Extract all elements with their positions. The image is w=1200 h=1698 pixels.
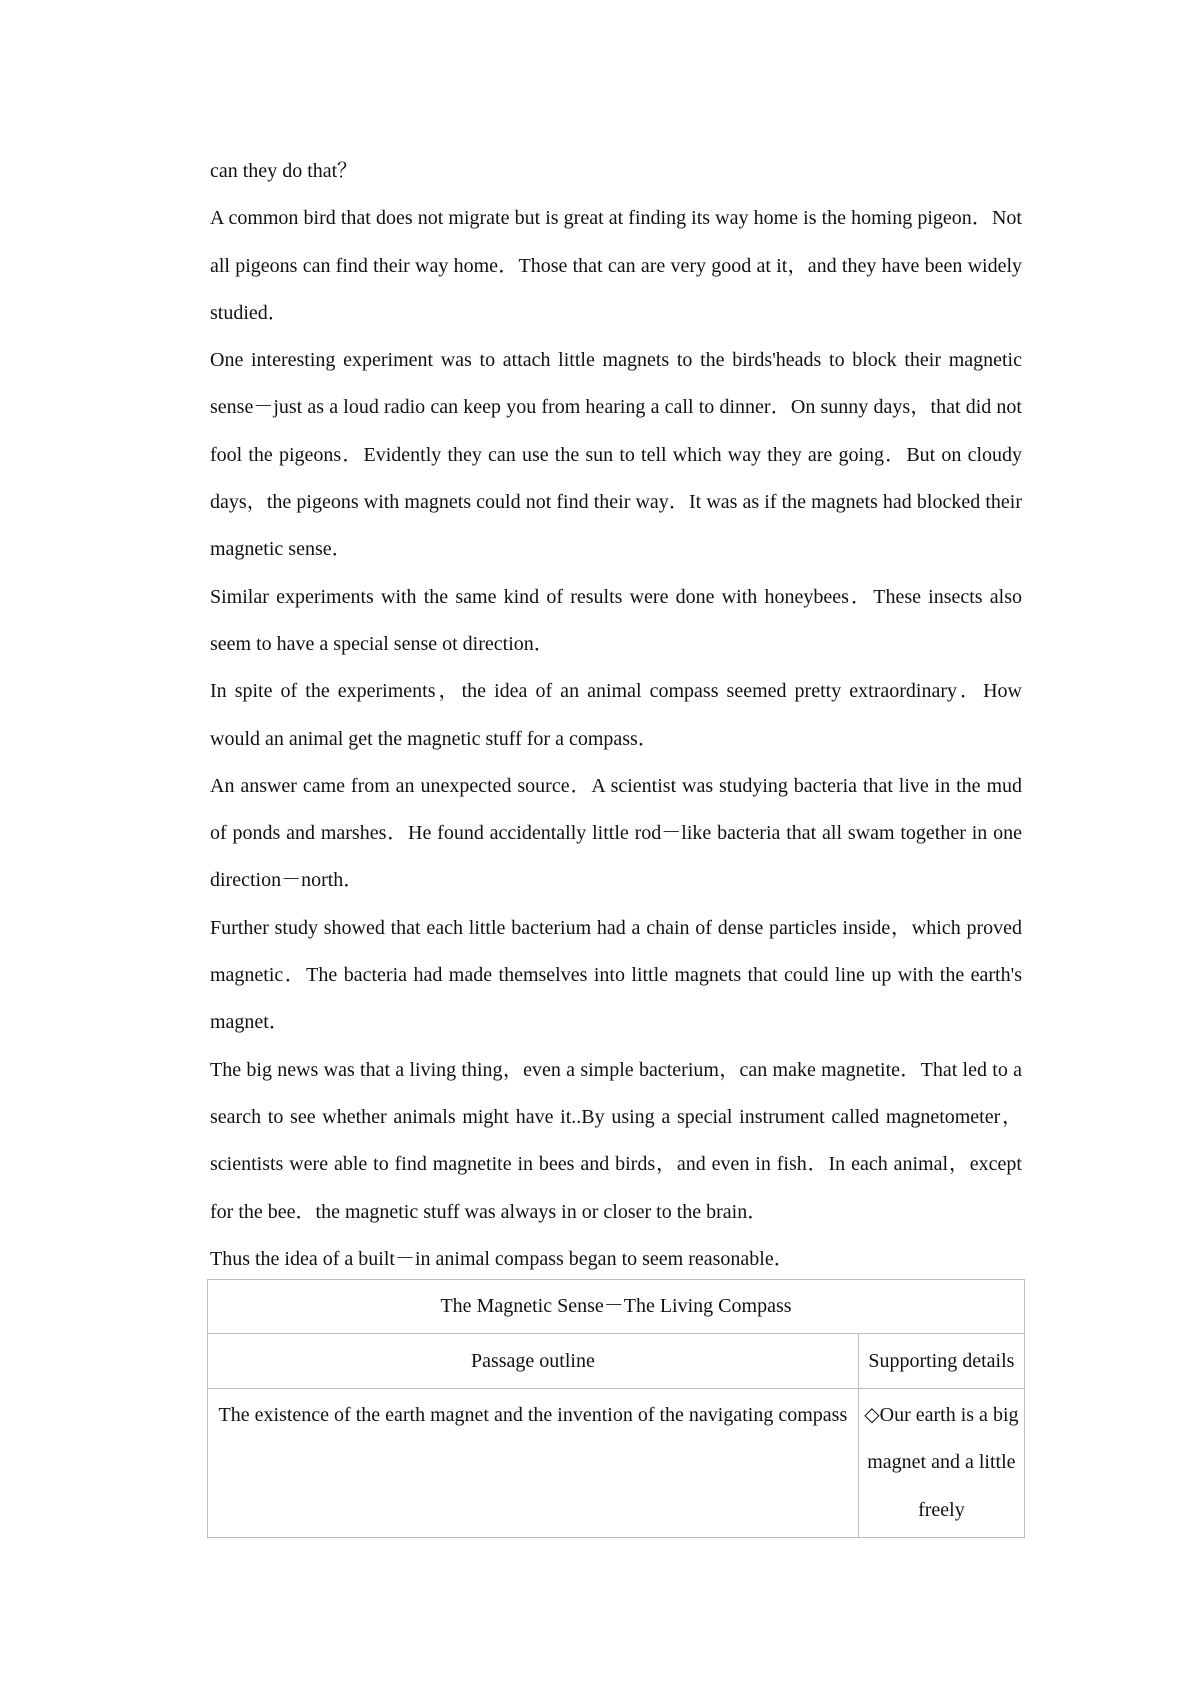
passage-text: [210, 148, 1022, 1283]
paragraph: Similar experiments with the same kind of results were done with honeybees．These insects also seem to have a special sense ot direction．: [210, 585, 1022, 655]
paragraph: can they do that？: [210, 160, 358, 182]
paragraph: A common bird that does not migrate but is great at finding its way home is the homing pigeon．Not all pigeons can find their way home．Those that can are very good at it，and they have been widely studied．: [210, 207, 1022, 324]
table-title-row: [208, 1280, 1025, 1334]
outline-cell: The existence of the earth magnet and the invention of the navigating compass: [208, 1389, 859, 1538]
passage-outline-table: [207, 1279, 1025, 1538]
paragraph: The big news was that a living thing，even a simple bacterium，can make magnetite．That led to a search to see whether animals might have it..By using a special instrument called magnetometer，scientists were able to find magnetite in bees and birds，and even in fish．In each animal，except for the bee．the magnetic stuff was always in or closer to the brain．: [210, 1058, 1022, 1223]
details-cell: ◇Our earth is a big magnet and a little freely: [858, 1389, 1024, 1538]
paragraph: Further study showed that each little bacterium had a chain of dense particles inside，which proved magnetic．The bacteria had made themselves into little magnets that could line up with the earth's magnet．: [210, 916, 1022, 1034]
paragraph: An answer came from an unexpected source．A scientist was studying bacteria that live in the mud of ponds and marshes．He found accidentally little rod－like bacteria that all swam together in one direction－north．: [210, 774, 1022, 892]
header-supporting-details: Supporting details: [858, 1334, 1024, 1389]
table-row: [208, 1389, 1025, 1538]
table-title: The Magnetic Sense－The Living Compass: [208, 1280, 1025, 1334]
paragraph: Thus the idea of a built－in animal compass began to seem reasonable．: [210, 1247, 794, 1270]
paragraph: In spite of the experiments，the idea of an animal compass seemed pretty extraordinary．How would an animal get the magnetic stuff for a compass．: [210, 680, 1022, 750]
paragraph: One interesting experiment was to attach little magnets to the birds'heads to block their magnetic sense－just as a loud radio can keep you from hearing a call to dinner．On sunny days，that did not fool the pigeons．Evidently they can use the sun to tell which way they are going．But on cloudy days，the pigeons with magnets could not find their way．It was as if the magnets had blocked their magnetic sense．: [210, 349, 1022, 561]
table-header-row: [208, 1334, 1025, 1389]
header-passage-outline: Passage outline: [208, 1334, 859, 1389]
